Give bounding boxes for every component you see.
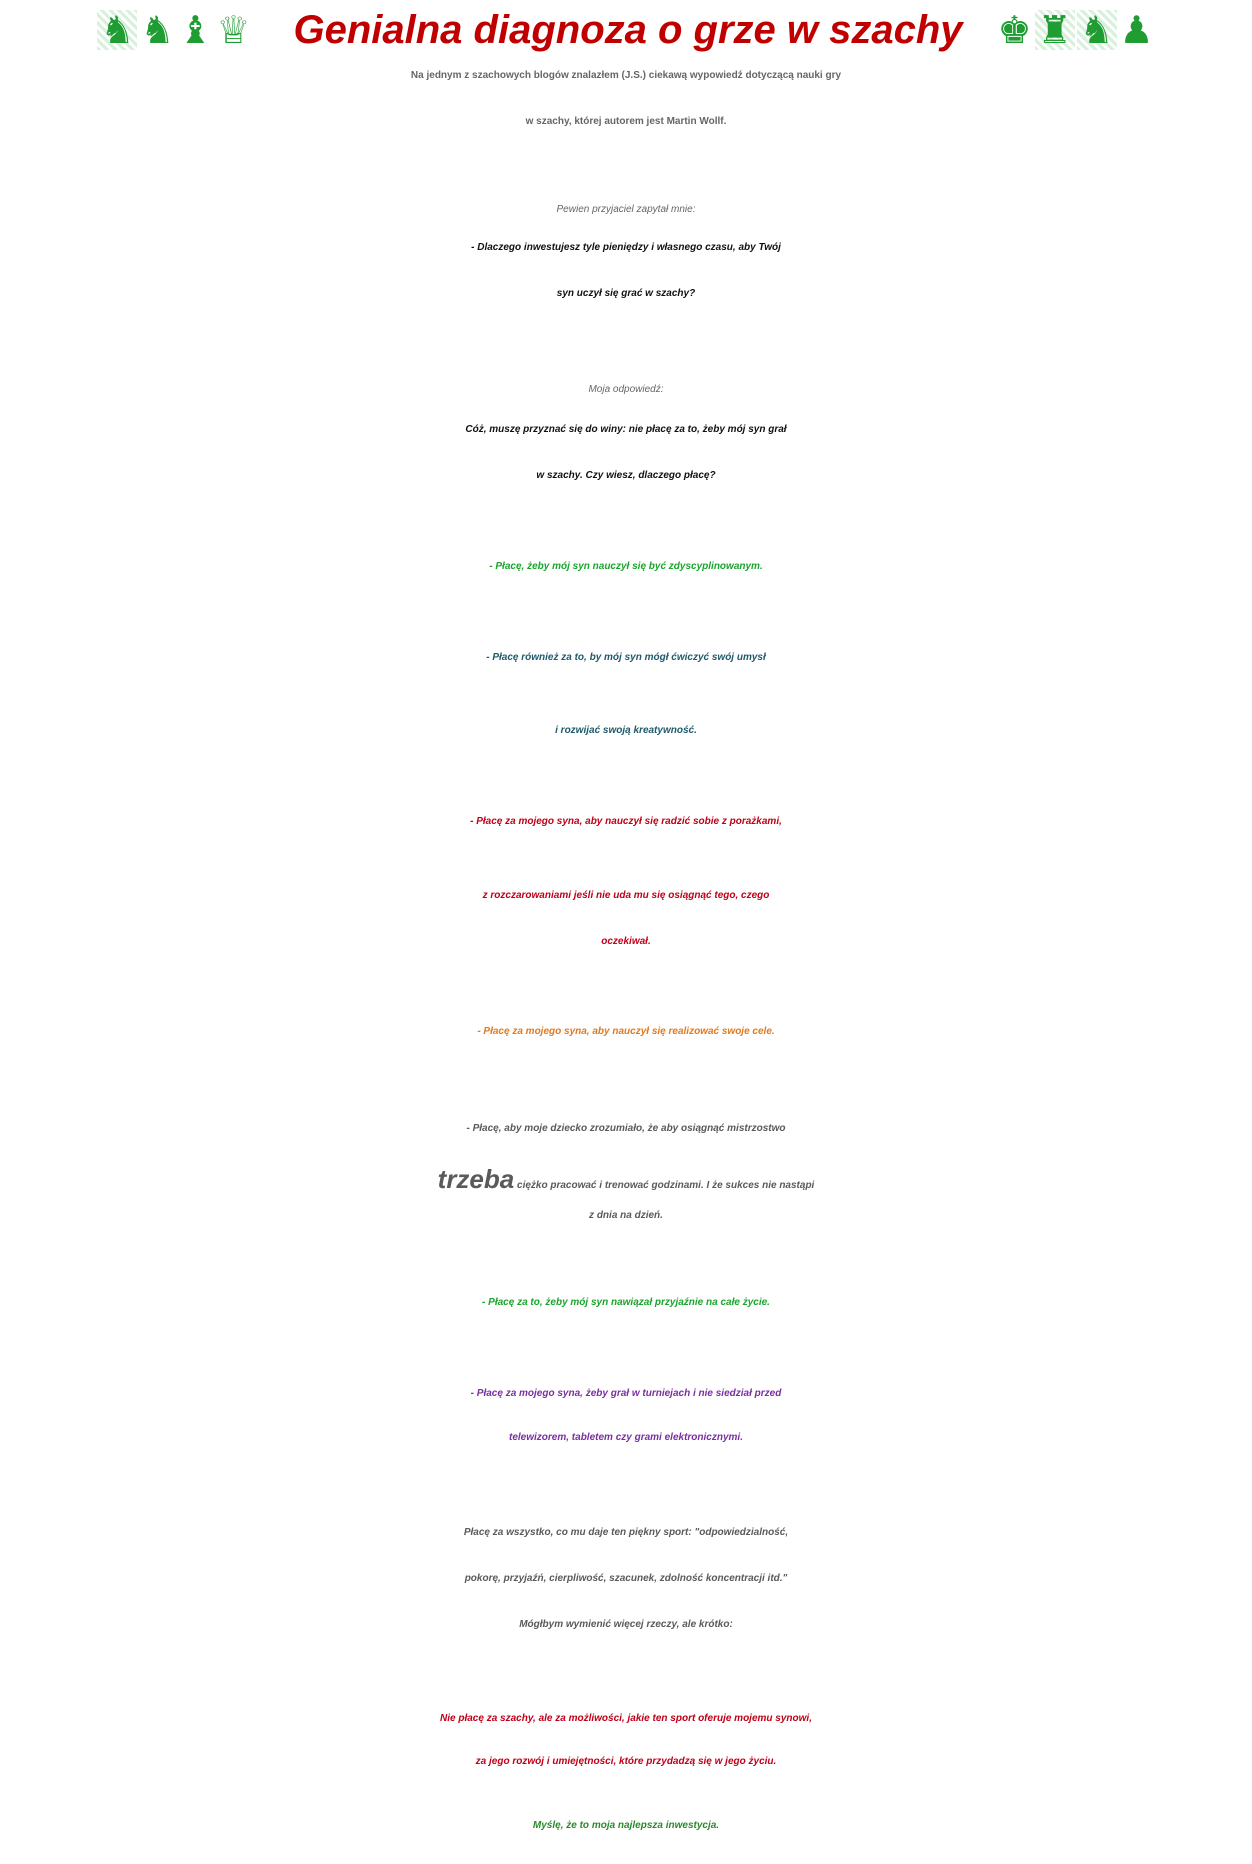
point-tournaments-line-1: - Płacę za mojego syna, żeby grał w turniejach i nie siedział przed [470,1388,782,1399]
point-work-line-2 [0,1164,1252,1195]
rook-hatched-icon: ♜ [1035,10,1075,50]
point-goals: - Płacę za mojego syna, aby nauczył się realizować swoje cele. [477,1026,775,1037]
point-work-line-2-rest: ciężko pracować i trenować godzinami. I że sukces nie nastąpi [514,1180,815,1191]
point-failure-line-3: oczekiwał. [601,936,651,947]
point-failure-line-2: z rozczarowaniami jeśli nie uda mu się osiągnąć tego, czego [482,890,770,901]
intro-line-1: Na jednym z szachowych blogów znalazłem (J.S.) ciekawą wypowiedź dotyczącą nauki gry [410,70,842,81]
point-failure-line-1: - Płacę za mojego syna, aby nauczył się radzić sobie z porażkami, [470,816,782,827]
point-tournaments-line-2: telewizorem, tabletem czy grami elektronicznymi. [509,1432,743,1443]
king-icon: ♚ [997,8,1032,52]
point-work-line-1: - Płacę, aby moje dziecko zrozumiało, że aby osiągnąć mistrzostwo [466,1123,786,1134]
intro-line-2: w szachy, której autorem jest Martin Wollf. [525,116,727,127]
point-mind-line-1: - Płacę również za to, by mój syn mógł ćwiczyć swój umysł [486,652,766,663]
summary-line-3: Mógłbym wymienić więcej rzeczy, ale krótko: [519,1619,733,1630]
right-chess-pieces [997,10,1155,50]
point-work-line-2-prefix: trzeba [437,1164,515,1194]
point-work-line-3: z dnia na dzień. [589,1210,663,1221]
point-mind-line-2: i rozwijać swoją kreatywność. [555,725,697,736]
closing-line: Myślę, że to moja najlepsza inwestycja. [532,1820,720,1831]
bishop-icon: ♝ [178,8,213,52]
left-chess-pieces [97,10,251,50]
knight-hatched-icon: ♞ [97,10,137,50]
conclusion-line-2: za jego rozwój i umiejętności, które przydadzą się w jego życiu. [475,1756,777,1767]
pawn-icon: ♟ [1119,8,1154,52]
page-title: Genialna diagnoza o grze w szachy [293,7,963,52]
answer-line-2: w szachy. Czy wiesz, dlaczego płacę? [536,470,716,481]
point-friendship: - Płacę za to, żeby mój syn nawiązał przyjaźnie na całe życie. [482,1297,770,1308]
answer-lead: Moja odpowiedź: [588,384,664,395]
conclusion-line-1: Nie płacę za szachy, ale za możliwości, jakie ten sport oferuje mojemu synowi, [440,1713,812,1724]
point-discipline: - Płacę, żeby mój syn nauczył się być zdyscyplinowanym. [489,561,763,572]
summary-line-1: Płacę za wszystko, co mu daje ten piękny sport: "odpowiedzialność, [463,1527,789,1538]
header [0,2,1252,58]
summary-line-2: pokorę, przyjaźń, cierpliwość, szacunek, zdolność koncentracji itd." [464,1573,788,1584]
knight-hatched-icon: ♞ [1077,10,1117,50]
queen-icon: ♕ [216,8,251,52]
question-lead: Pewien przyjaciel zapytał mnie: [556,204,696,215]
knight-icon: ♞ [140,8,175,52]
answer-line-1: Cóż, muszę przyznać się do winy: nie płacę za to, żeby mój syn grał [465,424,787,435]
question-line-1: - Dlaczego inwestujesz tyle pieniędzy i własnego czasu, aby Twój [471,242,781,253]
question-line-2: syn uczył się grać w szachy? [556,288,696,299]
